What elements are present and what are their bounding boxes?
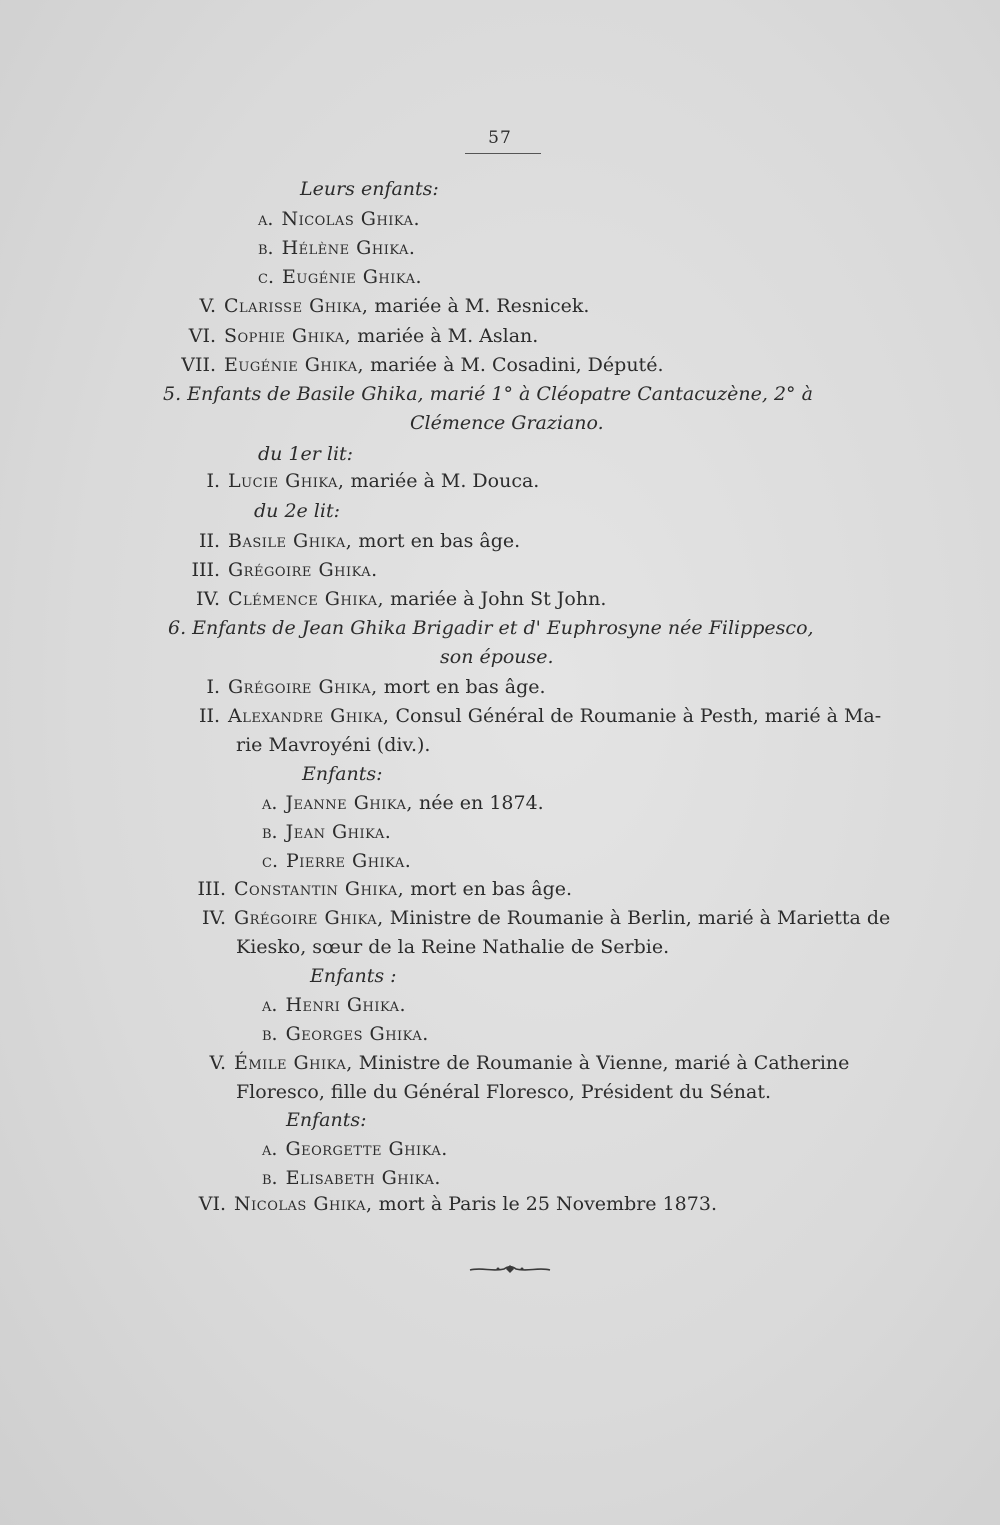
- list-item: c. Eugénie Ghika.: [258, 266, 423, 288]
- list-item: a. Georgette Ghika.: [262, 1138, 448, 1160]
- section-heading-6: 6. Enfants de Jean Ghika Brigadir et d' Euphrosyne née Filippesco,: [168, 617, 814, 639]
- section-heading-6-cont: son épouse.: [440, 646, 554, 668]
- entry-line: II. Basile Ghika, mort en bas âge.: [198, 530, 521, 552]
- page-number: 57: [488, 128, 512, 148]
- list-item: b. Hélène Ghika.: [258, 237, 416, 259]
- entry-line: VI. Nicolas Ghika, mort à Paris le 25 Novembre 1873.: [198, 1193, 717, 1215]
- subheading-enfants: Enfants:: [286, 1109, 367, 1131]
- list-item: a. Henri Ghika.: [262, 994, 407, 1016]
- entry-line: III. Constantin Ghika, mort en bas âge.: [197, 878, 573, 900]
- end-ornament: [468, 1263, 552, 1275]
- entry-line: IV. Grégoire Ghika, Ministre de Roumanie à Berlin, marié à Marietta de: [202, 907, 891, 929]
- entry-line: I. Lucie Ghika, mariée à M. Douca.: [206, 470, 540, 492]
- list-item: b. Jean Ghika.: [262, 821, 392, 843]
- subheading-second-marriage: du 2e lit:: [254, 500, 341, 522]
- list-item: b. Elisabeth Ghika.: [262, 1167, 441, 1189]
- entry-continuation: rie Mavroyéni (div.).: [236, 734, 431, 756]
- subheading-first-marriage: du 1er lit:: [258, 443, 354, 465]
- section-heading-5-cont: Clémence Graziano.: [410, 412, 604, 434]
- entry-line: VI. Sophie Ghika, mariée à M. Aslan.: [188, 325, 539, 347]
- subheading-enfants: Enfants :: [310, 965, 397, 987]
- list-item: a. Jeanne Ghika, née en 1874.: [262, 792, 544, 814]
- entry-line: VII. Eugénie Ghika, mariée à M. Cosadini, Député.: [181, 354, 664, 376]
- entry-line: III. Grégoire Ghika.: [191, 559, 378, 581]
- entry-line: V. Émile Ghika, Ministre de Roumanie à Vienne, marié à Catherine: [209, 1052, 850, 1074]
- entry-line: II. Alexandre Ghika, Consul Général de Roumanie à Pesth, marié à Ma-: [198, 705, 882, 727]
- entry-continuation: Floresco, fille du Général Floresco, Président du Sénat.: [236, 1081, 772, 1103]
- list-item: a. Nicolas Ghika.: [258, 208, 421, 230]
- subheading-enfants: Enfants:: [302, 763, 383, 785]
- list-item: b. Georges Ghika.: [262, 1023, 429, 1045]
- section-heading-5: 5. Enfants de Basile Ghika, marié 1° à Cléopatre Cantacuzène, 2° à: [163, 383, 813, 405]
- page-number-rule: [465, 153, 541, 154]
- list-item: c. Pierre Ghika.: [262, 850, 412, 872]
- entry-continuation: Kiesko, sœur de la Reine Nathalie de Serbie.: [236, 936, 670, 958]
- entry-line: I. Grégoire Ghika, mort en bas âge.: [206, 676, 546, 698]
- subheading-leurs-enfants: Leurs enfants:: [300, 178, 439, 200]
- entry-line: IV. Clémence Ghika, mariée à John St John.: [196, 588, 607, 610]
- entry-line: V. Clarisse Ghika, mariée à M. Resnicek.: [199, 295, 590, 317]
